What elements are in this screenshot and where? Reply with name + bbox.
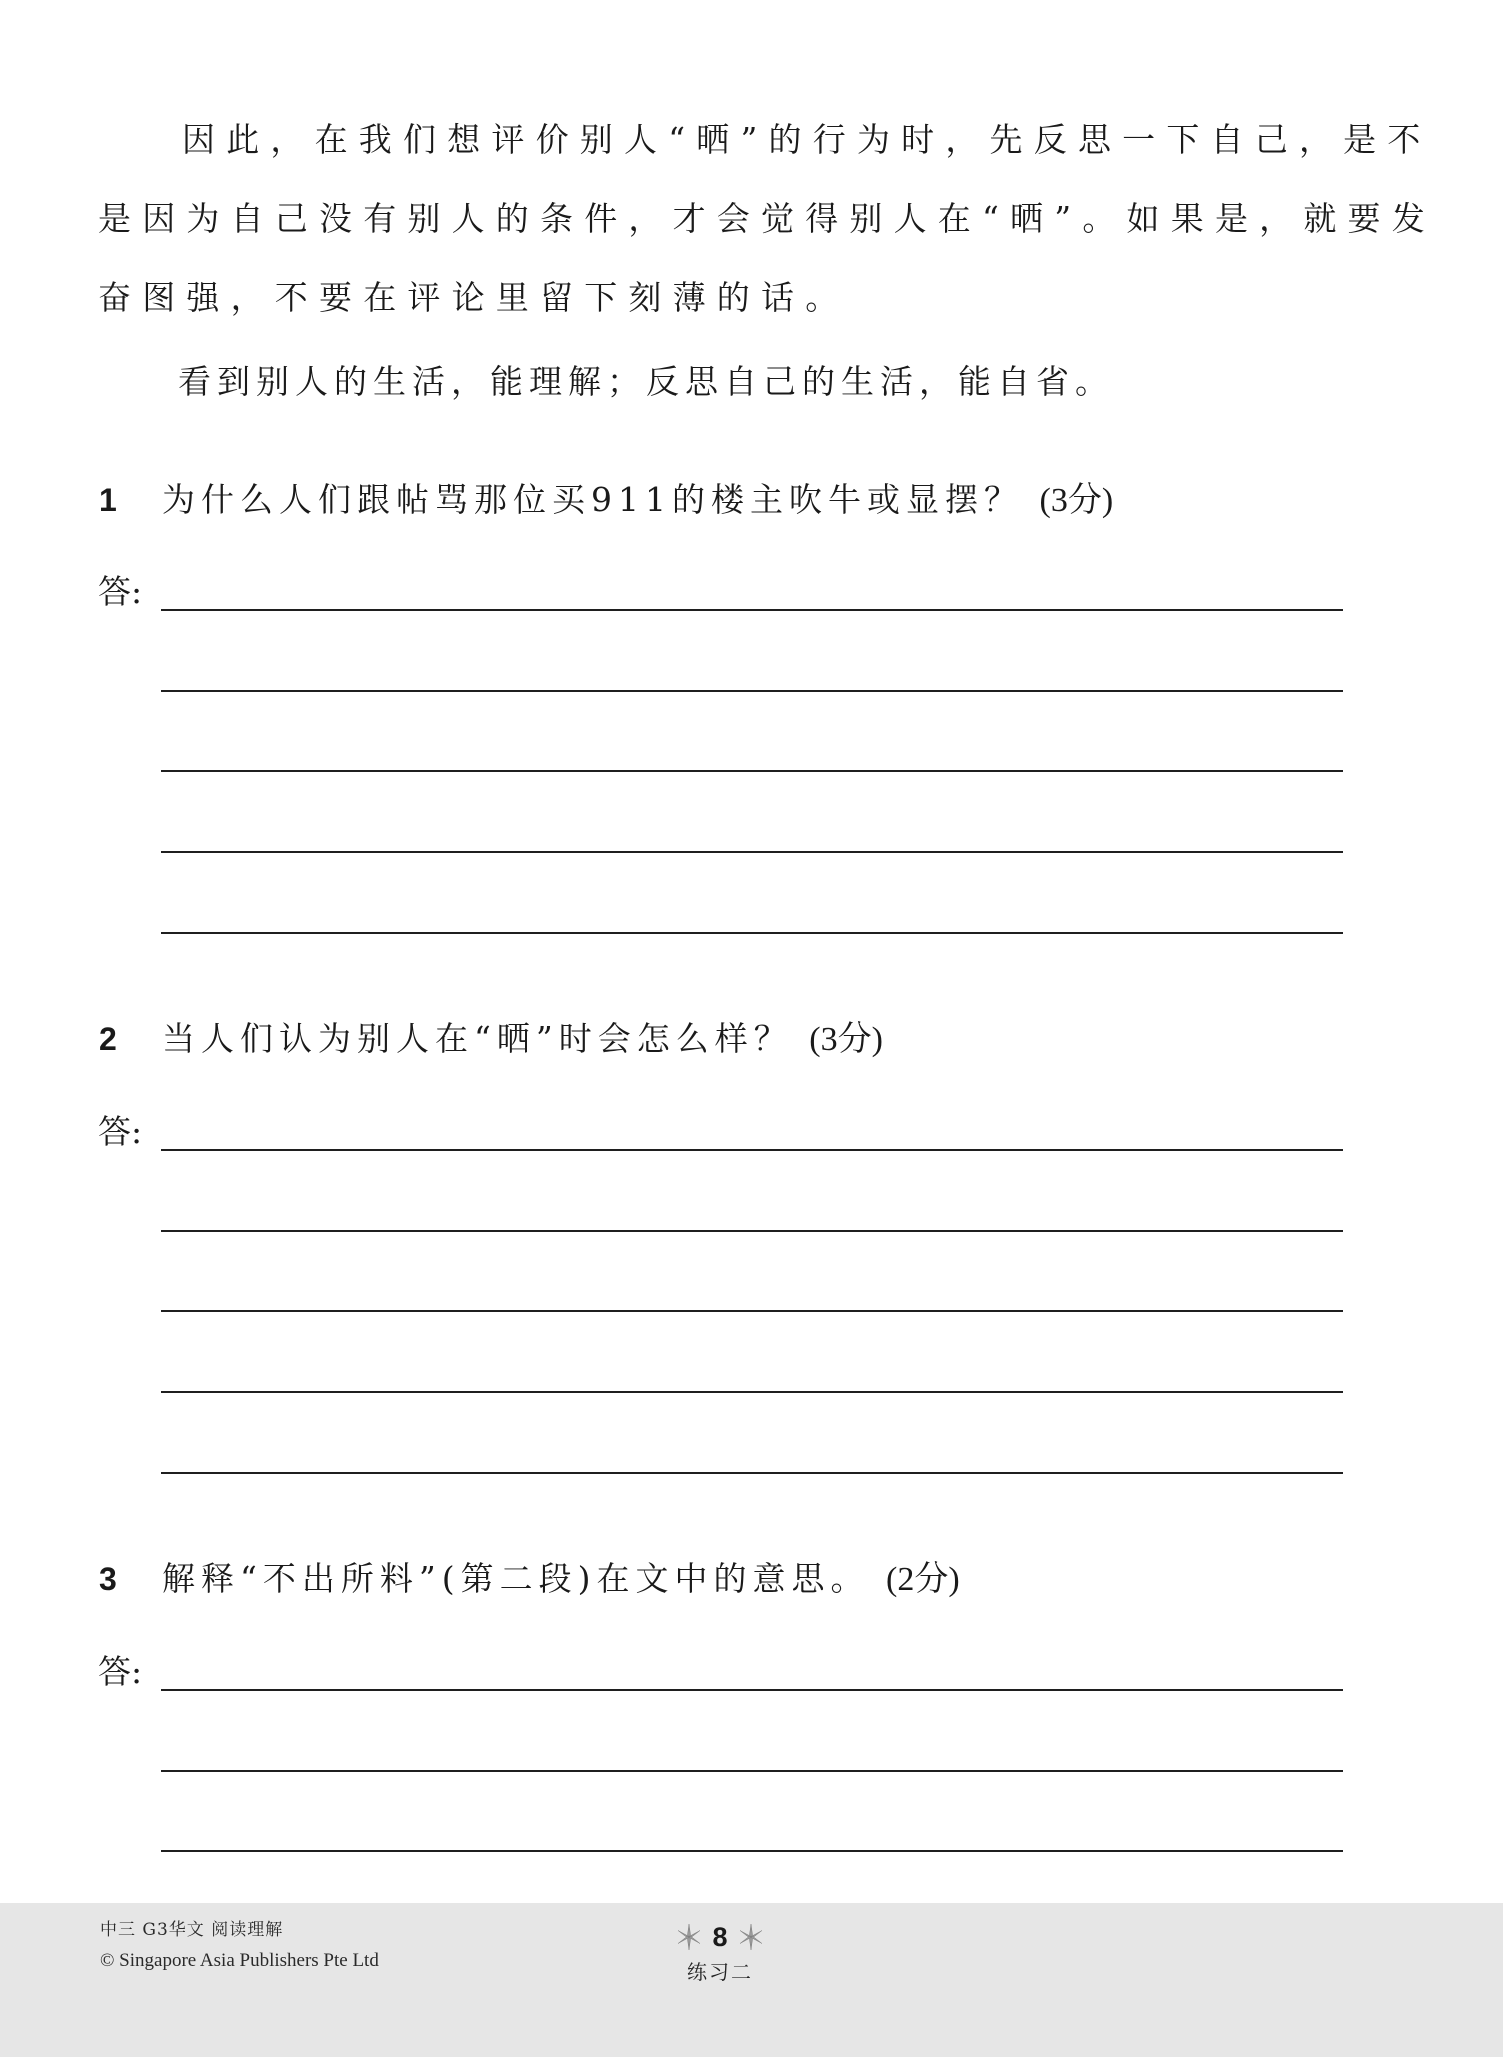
page-footer <box>0 1903 1503 2057</box>
question-text <box>162 480 1113 521</box>
answer-line[interactable] <box>161 1391 1343 1393</box>
answer-line[interactable] <box>161 690 1343 692</box>
answer-label: 答: <box>98 1652 143 1691</box>
question-marks: (2分) <box>886 1561 960 1598</box>
question-number: 2 <box>99 1021 117 1057</box>
answer-line[interactable] <box>161 851 1343 853</box>
question-number: 3 <box>99 1561 117 1597</box>
book-title: 中三 G3华文 阅读理解 <box>100 1920 284 1940</box>
answer-label: 答: <box>98 572 143 611</box>
question-marks: (3分) <box>809 1021 883 1058</box>
section-label: 练习二 <box>687 1960 753 1984</box>
answer-line[interactable] <box>161 1230 1343 1232</box>
passage-line: 看到别人的生活，能理解；反思自己的生活，能自省。 <box>178 362 1114 401</box>
copyright-text: © Singapore Asia Publishers Pte Ltd <box>100 1950 379 1971</box>
answer-line[interactable] <box>161 1472 1343 1474</box>
answer-line[interactable] <box>161 1149 1343 1151</box>
question-marks: (3分) <box>1039 482 1114 519</box>
passage-line: 因此，在我们想评价别人“晒”的行为时，先反思一下自己，是不 <box>182 120 1432 159</box>
answer-line[interactable] <box>161 609 1343 611</box>
question-prompt: 解释“不出所料”(第二段)在文中的意思。 <box>162 1559 870 1598</box>
passage-line: 奋图强，不要在评论里留下刻薄的话。 <box>98 278 850 317</box>
question-prompt: 当人们认为别人在“晒”时会怎么样？ <box>162 1019 793 1058</box>
answer-line[interactable] <box>161 1770 1343 1772</box>
answer-label: 答: <box>98 1112 143 1151</box>
question-text <box>162 1559 960 1600</box>
answer-line[interactable] <box>161 1850 1343 1852</box>
answer-line[interactable] <box>161 932 1343 934</box>
answer-line[interactable] <box>161 770 1343 772</box>
question-text <box>162 1019 883 1060</box>
page-number-block <box>620 1921 820 1985</box>
passage-line: 是因为自己没有别人的条件，才会觉得别人在“晒”。如果是，就要发 <box>98 199 1436 238</box>
page-number: 8 <box>712 1922 728 1952</box>
compass-star-icon <box>740 1924 762 1950</box>
question-number: 1 <box>99 482 117 518</box>
answer-line[interactable] <box>161 1310 1343 1312</box>
compass-star-icon <box>678 1924 700 1950</box>
question-prompt: 为什么人们跟帖骂那位买911的楼主吹牛或显摆？ <box>162 480 1023 519</box>
answer-line[interactable] <box>161 1689 1343 1691</box>
